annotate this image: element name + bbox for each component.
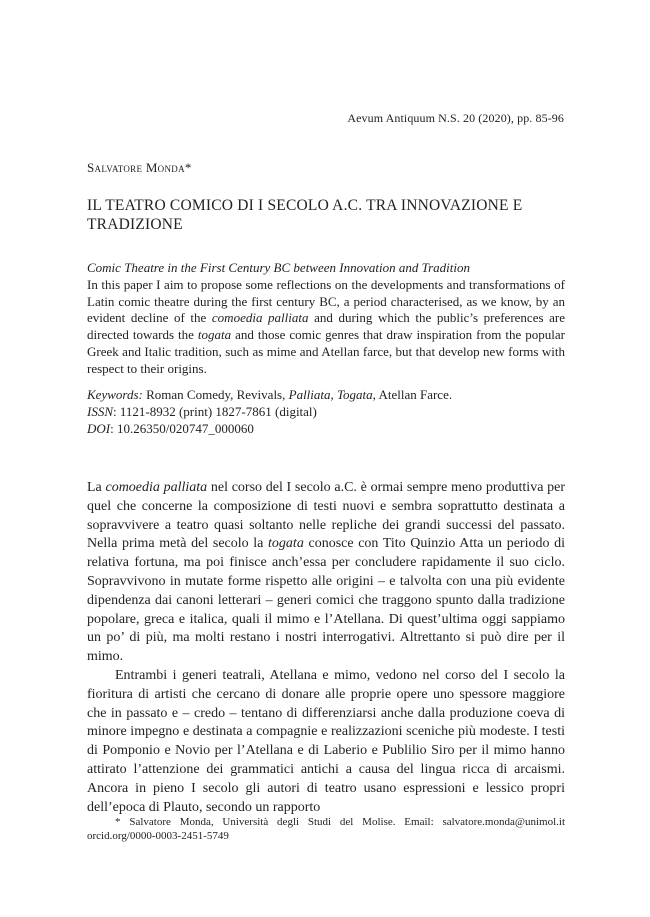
keywords-segment: , <box>330 387 338 402</box>
keywords-segment: Togata <box>337 387 373 402</box>
footnote-text: Salvatore Monda, Università degli Studi del Molise. Email: salvatore.monda@unimol.it orcid.org/0000-0003-2451-5749 <box>87 816 566 842</box>
body-paragraph <box>87 479 565 667</box>
issn-line <box>87 404 565 421</box>
abstract-segment: In this paper I aim to propose some reflections on the developments and transformations of Latin comic theatre during the first century BC, a period characterised, as we know, by an evident decline of the <box>87 276 565 326</box>
body-italic: togata <box>268 536 304 552</box>
abstract-italic: togata <box>197 327 232 343</box>
article-title: IL TEATRO COMICO DI I SECOLO A.C. TRA INNOVAZIONE E TRADIZIONE <box>87 197 523 233</box>
issn-label: ISSN <box>87 403 113 419</box>
body-paragraph: Entrambi i generi teatrali, Atellana e mimo, vedono nel corso del I secolo la fioritura di artisti che cercano di donare alle proprie opere uno spessore maggiore che in passato e – credo – tentano di differenziarsi anche dalla produzione coeva di minore impegno e destinata a compagnie e realizzazioni sceniche più modeste. I testi di Pomponio e Novio per l’Atellana e di Laberio e Publilio Siro per il mimo hanno attirato l’attenzione dei grammatici antichi a causa del lingua ricca di arcaismi. Ancora in pieno I secolo gli autori di teatro usano espressioni e lessico propri dell’epoca di Plauto, secondo un rapporto <box>87 667 565 815</box>
body-italic: comoedia palliata <box>105 480 208 495</box>
running-head: Aevum Antiquum N.S. 20 (2020), pp. 85-96 <box>347 111 564 125</box>
author-footnote-mark: * <box>184 160 192 175</box>
article-metadata <box>87 387 565 437</box>
abstract-segment: and during which the public’s preferences are directed towards the <box>87 310 565 343</box>
abstract <box>87 260 565 378</box>
keywords-label: Keywords: <box>87 387 143 402</box>
english-title: Comic Theatre in the First Century BC between Innovation and Tradition <box>87 260 470 275</box>
footnote <box>87 815 565 843</box>
abstract-italic: comoedia palliata <box>211 310 309 326</box>
body-segment: nel corso del I secolo a.C. è ormai sempre meno produttiva per quel che concerne la composizione di testi nuovi e sembra soprattutto destinata a sopravvivere a teatro quasi soltanto nelle repliche dei grandi successi del passato. Nella prima metà del secolo la <box>87 480 565 552</box>
issn-value: : 1121-8932 (print) 1827-7861 (digital) <box>113 403 317 419</box>
doi-line[interactable] <box>87 421 565 438</box>
body-segment: La <box>87 480 106 495</box>
abstract-segment: and those comic genres that draw inspiration from the popular Greek and Italic tradition, such as mime and Atellan farce, but that develop new forms with respect to their origins. <box>87 327 565 376</box>
keywords-segment: Roman Comedy, Revivals, <box>142 387 289 402</box>
author-line <box>87 160 192 176</box>
abstract-text <box>87 277 565 378</box>
body-text <box>87 479 565 817</box>
body-segment: conosce con Tito Quinzio Atta un periodo di relativa fortuna, ma poi finisce anch’essa per concludere rapidamente il suo ciclo. Sopravvivono in mutate forme rispetto alle origini – e talvolta con una più evidente dipendenza dai canoni letterari – generi comici che traggono spunto dalla tradizione popolare, greca e italica, quali il mimo e l’Atellana. Di quest’ultima oggi sappiamo un po’ di più, ma molti restano i nostri interrogativi. Altrettanto si può dire per il mimo. <box>87 536 565 665</box>
keywords-segment: Palliata <box>288 387 331 402</box>
doi-value[interactable]: : 10.26350/020747_000060 <box>110 420 254 436</box>
doi-label: DOI <box>87 420 111 436</box>
keywords-line <box>87 387 565 404</box>
author-name: Salvatore Monda <box>87 160 185 175</box>
footnote-mark: * <box>115 816 121 828</box>
keywords-segment: , Atellan Farce. <box>372 387 453 402</box>
